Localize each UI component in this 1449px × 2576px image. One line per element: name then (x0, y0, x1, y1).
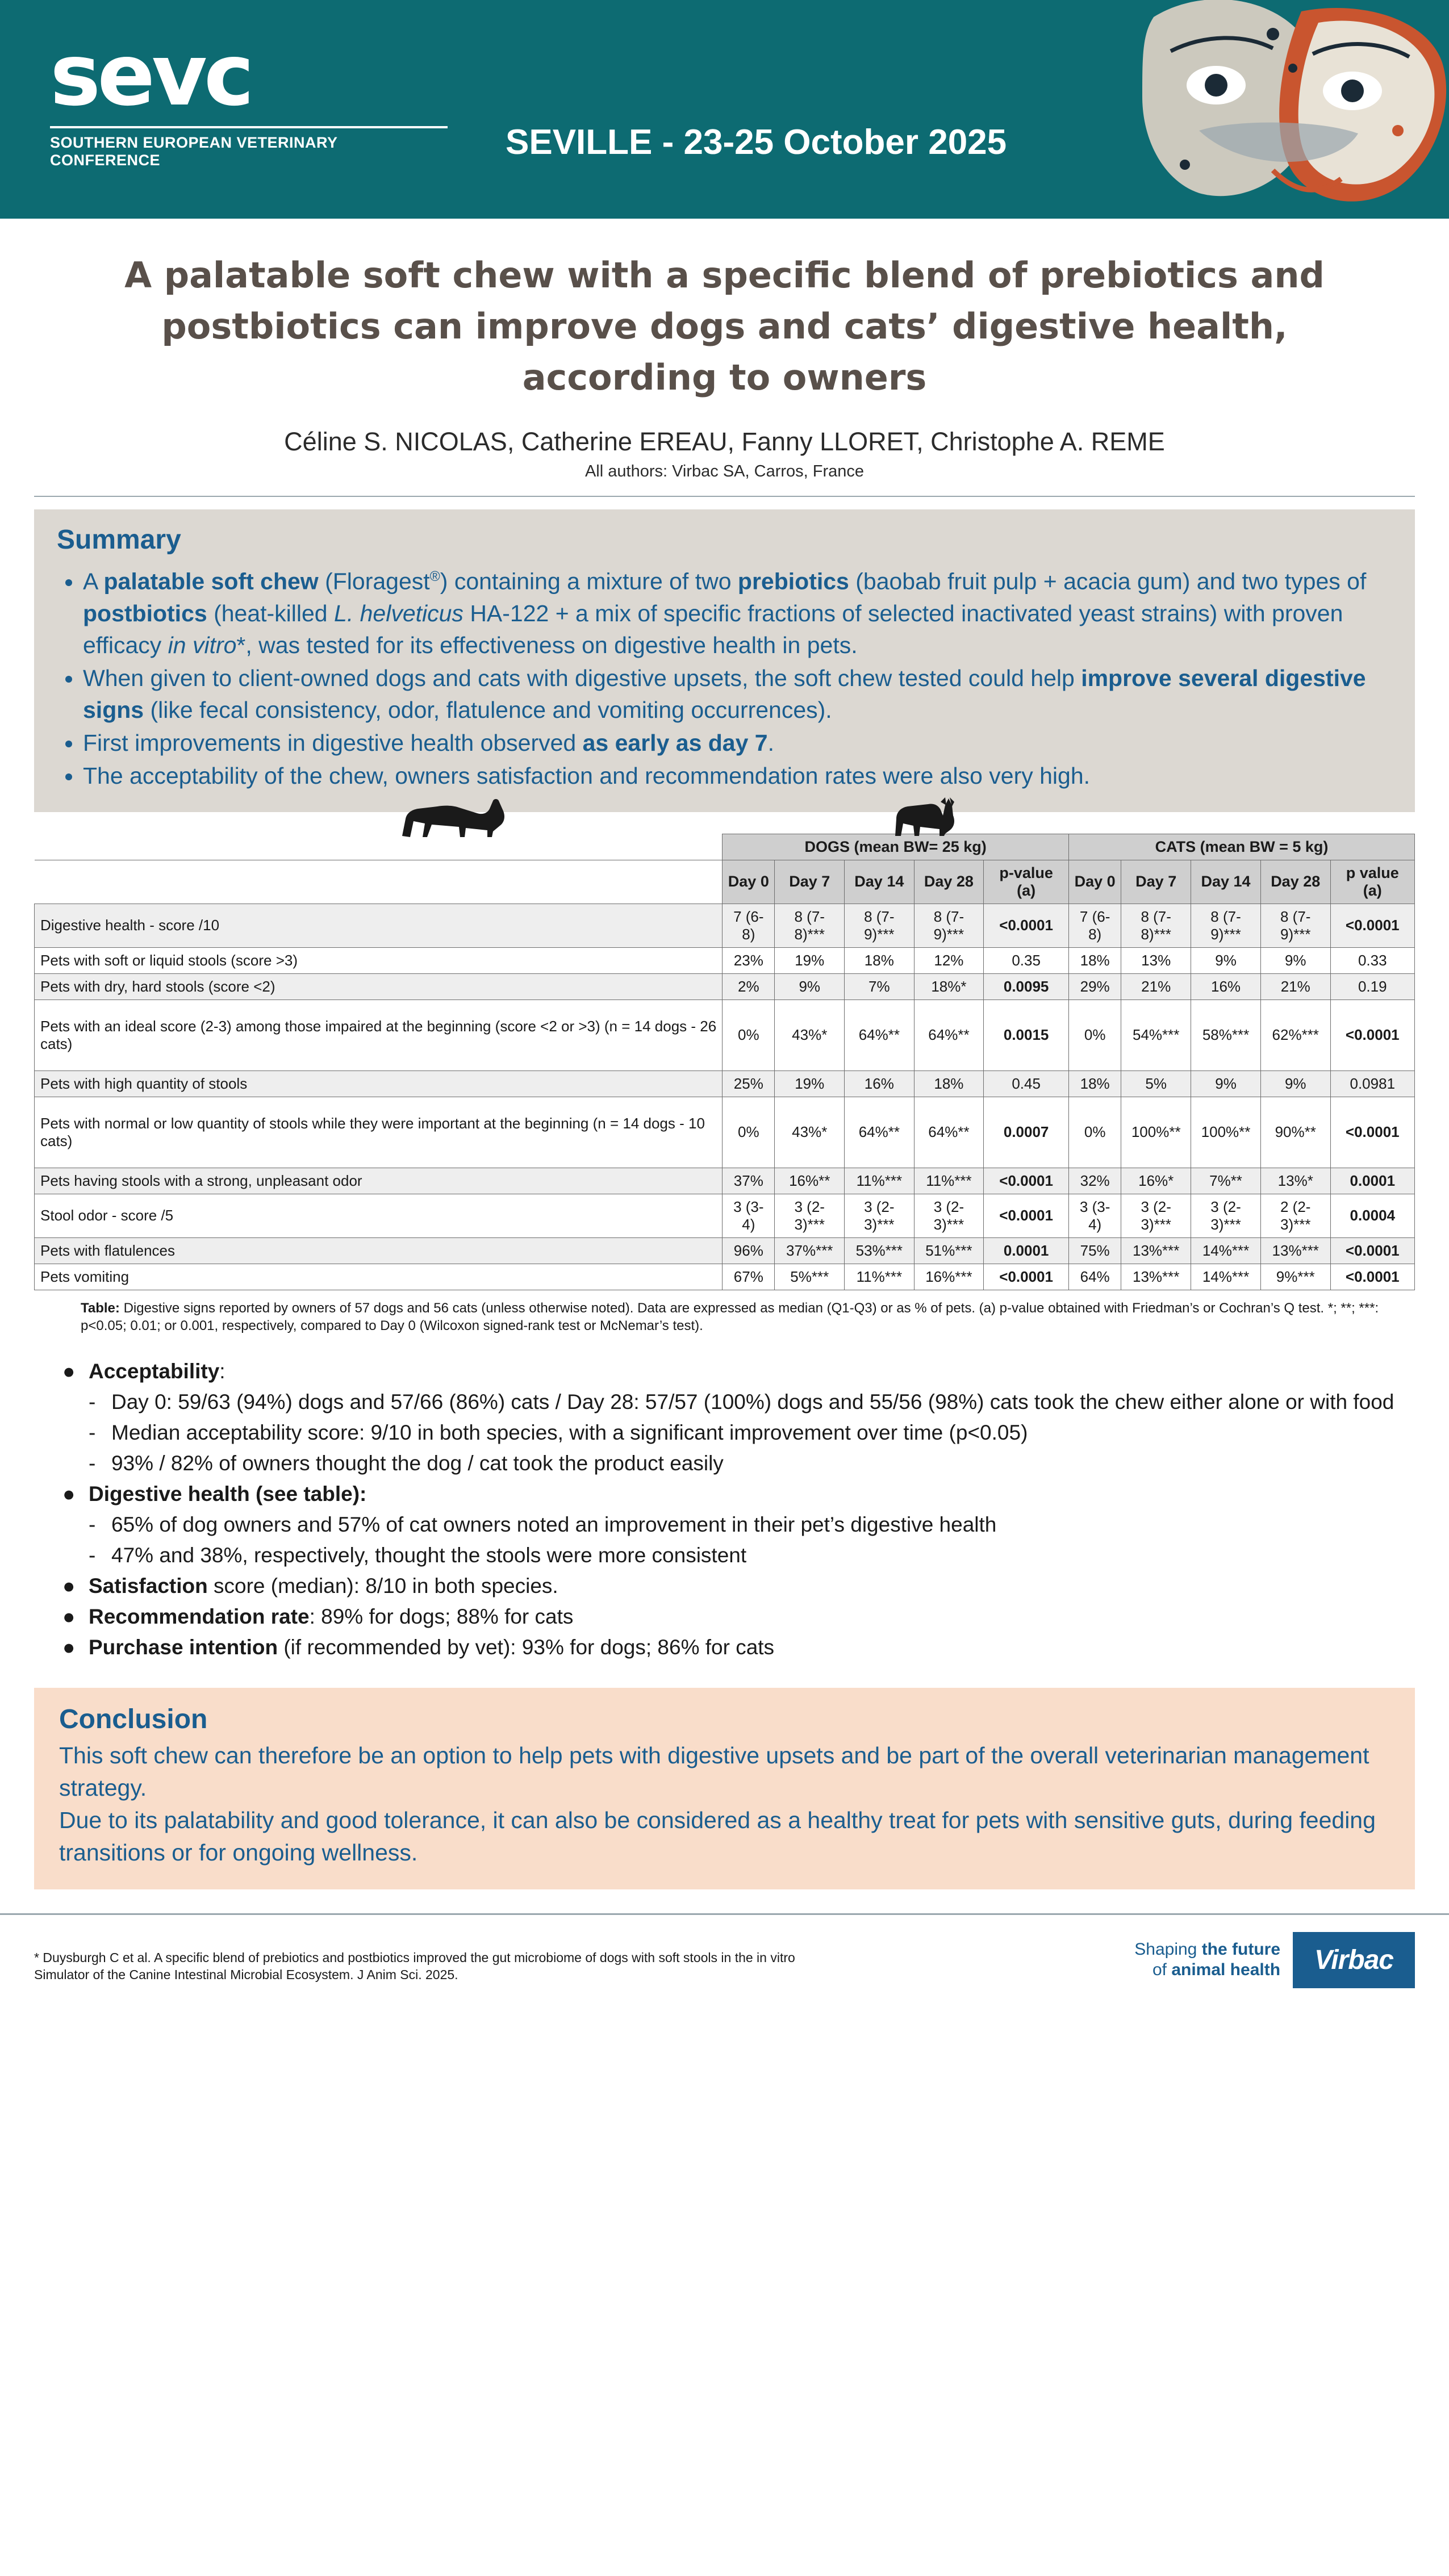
table-row-label: Pets with soft or liquid stools (score >3) (35, 947, 723, 973)
col-dog-day0: Day 0 (723, 860, 775, 904)
reference-footnote: * Duysburgh C et al. A specific blend of prebiotics and postbiotics improved the gut microbiome of dogs with soft stools in the in vitro Simulator of the Canine Intestinal Microbial Ecosystem. J Anim Sci. 2025. (34, 1950, 795, 1982)
table-cell: 23% (723, 947, 775, 973)
summary-item: • A palatable soft chew (Floragest®) containing a mixture of two prebiotics (baobab fruit pulp + acacia gum) and two types of postbiotics (heat-killed L. helveticus HA-122 + a mix of specific fractions of selected inactivated yeast strains) with proven efficacy in vitro*, was tested for its effectiveness on digestive health in pets. (83, 561, 1392, 661)
table-body (35, 904, 1415, 1290)
table-cell: 14%*** (1191, 1264, 1261, 1290)
table-cell: 9% (1191, 1070, 1261, 1097)
table-row-label: Stool odor - score /5 (35, 1194, 723, 1237)
table-cell: 0.0981 (1330, 1070, 1414, 1097)
result-text-strong: Digestive health (see table): (89, 1482, 367, 1506)
table-cell: 53%*** (845, 1237, 915, 1264)
cat-icon (886, 796, 960, 837)
table-cell: 0.45 (984, 1070, 1069, 1097)
table-cell: 11%*** (845, 1168, 915, 1194)
table-cell: 18%* (914, 973, 984, 1000)
table-cell: 100%** (1121, 1097, 1191, 1168)
table-cell: 62%*** (1260, 1000, 1330, 1070)
result-text: Recommendation rate: 89% for dogs; 88% for cats (89, 1604, 574, 1628)
table-cell: 0.19 (1330, 973, 1414, 1000)
table-cell: 13%* (1260, 1168, 1330, 1194)
conference-header (0, 0, 1449, 219)
table-cell: 2% (723, 973, 775, 1000)
dash-marker: - (89, 1512, 96, 1536)
table-cell: 7% (845, 973, 915, 1000)
table-row (35, 1237, 1415, 1264)
table-cell: 0.0015 (984, 1000, 1069, 1070)
table-cell: 0.33 (1330, 947, 1414, 973)
col-cat-day14: Day 14 (1191, 860, 1261, 904)
table-cell: 64%** (914, 1000, 984, 1070)
table-corner-cell (35, 834, 723, 860)
author-list: Céline S. NICOLAS, Catherine EREAU, Fanny LLORET, Christophe A. REME (284, 427, 1165, 456)
table-cell: 18% (1069, 947, 1121, 973)
table-cell: <0.0001 (1330, 1000, 1414, 1070)
table-cell: 9% (1191, 947, 1261, 973)
conclusion-panel (34, 1688, 1415, 1889)
table-cell: 0% (723, 1000, 775, 1070)
dash-marker: - (89, 1420, 96, 1444)
dog-icon (398, 798, 517, 838)
table-cell: 16% (1191, 973, 1261, 1000)
col-cat-day0: Day 0 (1069, 860, 1121, 904)
virbac-logo: Virbac (1293, 1932, 1415, 1988)
table-cell: 8 (7-9)*** (914, 904, 984, 947)
bullet-marker: ● (62, 1482, 76, 1506)
table-row-label: Digestive health - score /10 (35, 904, 723, 947)
results-list (62, 1357, 1415, 1662)
table-cell: 0% (1069, 1097, 1121, 1168)
table-cell: 32% (1069, 1168, 1121, 1194)
page-title: A palatable soft chew with a specific blend of prebiotics and postbiotics can improve dogs and cats’ digestive health, according to owners (124, 254, 1325, 398)
table-cell: 75% (1069, 1237, 1121, 1264)
table-cell: <0.0001 (1330, 1264, 1414, 1290)
result-text-strong: Purchase intention (89, 1635, 278, 1659)
table-cell: 12% (914, 947, 984, 973)
table-row-label: Pets vomiting (35, 1264, 723, 1290)
result-text: Satisfaction score (median): 8/10 in both species. (89, 1574, 558, 1598)
table-cell: <0.0001 (984, 904, 1069, 947)
table-cell: 11%*** (914, 1168, 984, 1194)
result-text: 65% of dog owners and 57% of cat owners noted an improvement in their pet’s digestive health (111, 1512, 997, 1536)
table-cell: 8 (7-9)*** (1260, 904, 1330, 947)
table-cell: 21% (1260, 973, 1330, 1000)
brand-tagline-bold-1: the future (1197, 1940, 1281, 1959)
table-cell: 11%*** (845, 1264, 915, 1290)
table-cell: 2 (2-3)*** (1260, 1194, 1330, 1237)
result-item (62, 1603, 1415, 1631)
table-cell: 90%** (1260, 1097, 1330, 1168)
title-section (0, 219, 1449, 481)
result-text: Median acceptability score: 9/10 in both species, with a significant improvement over time (p<0.05) (111, 1420, 1028, 1444)
table-cell: 64%** (845, 1000, 915, 1070)
summary-heading: Summary (57, 525, 181, 555)
table-cell: 64% (1069, 1264, 1121, 1290)
result-text-strong: Acceptability (89, 1359, 220, 1383)
table-caption-label: Table: (81, 1300, 120, 1316)
summary-panel (34, 509, 1415, 812)
result-item (62, 1633, 1415, 1662)
table-header-species (35, 834, 1415, 860)
table-cell: 16%*** (914, 1264, 984, 1290)
table-cell: 37% (723, 1168, 775, 1194)
table-cell: <0.0001 (1330, 1097, 1414, 1168)
table-cell: 16%** (775, 1168, 845, 1194)
table-cell: 13%*** (1121, 1237, 1191, 1264)
table-cell: 7%** (1191, 1168, 1261, 1194)
results-table (34, 834, 1415, 1290)
brand-tagline-light-2: of (1152, 1960, 1172, 1980)
table-cell: 29% (1069, 973, 1121, 1000)
col-cat-day7: Day 7 (1121, 860, 1191, 904)
table-cell: 54%*** (1121, 1000, 1191, 1070)
table-cell: 0.35 (984, 947, 1069, 973)
conclusion-paragraph-1: This soft chew can therefore be an option to help pets with digestive upsets and be part of the overall veterinarian management strategy. (59, 1742, 1369, 1801)
decorative-mask-artwork (1131, 0, 1449, 219)
table-cell: 0.0004 (1330, 1194, 1414, 1237)
result-sub-item (89, 1419, 1415, 1447)
cats-group-header: CATS (mean BW = 5 kg) (1069, 834, 1415, 860)
table-row-label: Pets having stools with a strong, unpleasant odor (35, 1168, 723, 1194)
brand-tagline-line2 (1134, 1960, 1280, 1980)
brand-tagline (1134, 1939, 1280, 1980)
table-cell: 0.0001 (984, 1237, 1069, 1264)
table-cell: <0.0001 (1330, 1237, 1414, 1264)
table-cell: 3 (2-3)*** (1191, 1194, 1261, 1237)
table-cell: 16% (845, 1070, 915, 1097)
table-row (35, 973, 1415, 1000)
table-cell: 67% (723, 1264, 775, 1290)
brand-tagline-bold-2: animal health (1171, 1960, 1281, 1980)
divider-top (34, 496, 1415, 497)
table-cell: 14%*** (1191, 1237, 1261, 1264)
table-cell: 9%*** (1260, 1264, 1330, 1290)
bullet-marker: ● (62, 1604, 76, 1628)
table-cell: 7 (6-8) (1069, 904, 1121, 947)
table-cell: 8 (7-9)*** (845, 904, 915, 947)
table-cell: 43%* (775, 1000, 845, 1070)
table-cell: 9% (775, 973, 845, 1000)
summary-item: • When given to client-owned dogs and cats with digestive upsets, the soft chew tested could help improve several digestive signs (like fecal consistency, odor, flatulence and vomiting occurrences). (83, 662, 1392, 726)
table-cell: 9% (1260, 947, 1330, 973)
result-sub-item (89, 1388, 1415, 1416)
table-row (35, 947, 1415, 973)
result-text: Purchase intention (if recommended by vet): 93% for dogs; 86% for cats (89, 1635, 775, 1659)
table-cell: 3 (2-3)*** (845, 1194, 915, 1237)
table-cell: <0.0001 (984, 1168, 1069, 1194)
table-caption (81, 1299, 1381, 1335)
table-cell: 9% (1260, 1070, 1330, 1097)
dash-marker: - (89, 1390, 96, 1414)
result-text-strong: Recommendation rate (89, 1604, 310, 1628)
result-sub-item (89, 1541, 1415, 1570)
col-cat-pvalue: p value (a) (1330, 860, 1414, 904)
table-cell: 0.0001 (1330, 1168, 1414, 1194)
sevc-logo-wordmark: sevc (50, 26, 251, 125)
table-cell: <0.0001 (984, 1194, 1069, 1237)
table-row (35, 1000, 1415, 1070)
table-row-label: Pets with an ideal score (2-3) among those impaired at the beginning (score <2 or >3) (n = 14 dogs - 26 cats) (35, 1000, 723, 1070)
table-cell: 16%* (1121, 1168, 1191, 1194)
table-cell: 18% (914, 1070, 984, 1097)
dash-marker: - (89, 1451, 96, 1475)
summary-list (57, 561, 1392, 792)
table-cell: 3 (3-4) (1069, 1194, 1121, 1237)
poster-footer (0, 1913, 1449, 2017)
table-caption-text: Digestive signs reported by owners of 57 dogs and 56 cats (unless otherwise noted). Data are expressed as median (Q1-Q3) or as % of pets. (a) p-value obtained with Friedman’s or Cochran’s Q test. *; **; ***: p<0.05; 0.01; or 0.001, respectively, compared to Day 0 (Wilcoxon signed-rank test or McNemar’s test). (81, 1300, 1379, 1333)
table-cell: 25% (723, 1070, 775, 1097)
results-table-section (34, 834, 1415, 1335)
result-item (62, 1480, 1415, 1508)
table-cell: 18% (845, 947, 915, 973)
table-cell: 58%*** (1191, 1000, 1261, 1070)
result-item (62, 1357, 1415, 1386)
table-row (35, 1070, 1415, 1097)
event-location-date: SEVILLE - 23-25 October 2025 (506, 123, 1007, 162)
summary-item: • The acceptability of the chew, owners satisfaction and recommendation rates were also very high. (83, 760, 1392, 792)
sevc-logo-subtitle: SOUTHERN EUROPEAN VETERINARY CONFERENCE (50, 126, 448, 169)
table-cell: <0.0001 (1330, 904, 1414, 947)
table-cell: 8 (7-9)*** (1191, 904, 1261, 947)
dash-marker: - (89, 1543, 96, 1567)
result-text: Day 0: 59/63 (94%) dogs and 57/66 (86%) cats / Day 28: 57/57 (100%) dogs and 55/56 (98%) cats took the chew either alone or with food (111, 1390, 1394, 1414)
table-cell: 37%*** (775, 1237, 845, 1264)
table-cell: 21% (1121, 973, 1191, 1000)
table-cell: 0% (723, 1097, 775, 1168)
table-row-label: Pets with flatulences (35, 1237, 723, 1264)
table-row-label: Pets with normal or low quantity of stools while they were important at the beginning (n = 14 dogs - 10 cats) (35, 1097, 723, 1168)
brand-tagline-light-1: Shaping (1134, 1940, 1197, 1959)
bullet-marker: ● (62, 1359, 76, 1383)
table-cell: 100%** (1191, 1097, 1261, 1168)
table-cell: 64%** (845, 1097, 915, 1168)
table-row (35, 1168, 1415, 1194)
table-cell: 3 (3-4) (723, 1194, 775, 1237)
bullet-marker: ● (62, 1574, 76, 1598)
table-cell: 19% (775, 947, 845, 973)
result-text: Acceptability: (89, 1359, 226, 1383)
table-cell: 64%** (914, 1097, 984, 1168)
table-header-columns (35, 860, 1415, 904)
table-row (35, 1264, 1415, 1290)
table-row (35, 904, 1415, 947)
table-cell: 5% (1121, 1070, 1191, 1097)
col-dog-day14: Day 14 (845, 860, 915, 904)
summary-item: • First improvements in digestive health observed as early as day 7. (83, 727, 1392, 759)
col-dog-pvalue: p-value (a) (984, 860, 1069, 904)
table-cell: 19% (775, 1070, 845, 1097)
table-cell: 43%* (775, 1097, 845, 1168)
table-row (35, 1194, 1415, 1237)
table-cell: 3 (2-3)*** (775, 1194, 845, 1237)
table-cell: 5%*** (775, 1264, 845, 1290)
table-cell: 13%*** (1121, 1264, 1191, 1290)
table-corner-cell-2 (35, 860, 723, 904)
col-dog-day28: Day 28 (914, 860, 984, 904)
table-cell: 18% (1069, 1070, 1121, 1097)
sevc-logo (50, 26, 448, 169)
result-text-strong: Satisfaction (89, 1574, 208, 1598)
table-cell: <0.0001 (984, 1264, 1069, 1290)
table-cell: 8 (7-8)*** (775, 904, 845, 947)
table-row-label: Pets with dry, hard stools (score <2) (35, 973, 723, 1000)
table-cell: 3 (2-3)*** (914, 1194, 984, 1237)
result-sub-item (89, 1449, 1415, 1478)
conclusion-paragraph-2: Due to its palatability and good tolerance, it can also be considered as a healthy treat for pets with sensitive guts, during feeding transitions or for ongoing wellness. (59, 1806, 1376, 1866)
table-cell: 0.0095 (984, 973, 1069, 1000)
table-row (35, 1097, 1415, 1168)
result-text: 93% / 82% of owners thought the dog / cat took the product easily (111, 1451, 724, 1475)
result-item (62, 1572, 1415, 1600)
table-cell: 13% (1121, 947, 1191, 973)
affiliation: All authors: Virbac SA, Carros, France (584, 462, 865, 480)
dogs-group-header: DOGS (mean BW= 25 kg) (723, 834, 1069, 860)
virbac-branding (1134, 1932, 1415, 1988)
table-row-label: Pets with high quantity of stools (35, 1070, 723, 1097)
table-cell: 7 (6-8) (723, 904, 775, 947)
result-sub-item (89, 1511, 1415, 1539)
col-cat-day28: Day 28 (1260, 860, 1330, 904)
table-cell: 3 (2-3)*** (1121, 1194, 1191, 1237)
conclusion-heading: Conclusion (59, 1704, 208, 1734)
result-text (89, 1480, 366, 1508)
table-cell: 13%*** (1260, 1237, 1330, 1264)
bullet-marker: ● (62, 1635, 76, 1659)
table-cell: 8 (7-8)*** (1121, 904, 1191, 947)
result-text: 47% and 38%, respectively, thought the stools were more consistent (111, 1543, 747, 1567)
table-cell: 0% (1069, 1000, 1121, 1070)
table-cell: 0.0007 (984, 1097, 1069, 1168)
table-cell: 96% (723, 1237, 775, 1264)
table-cell: 51%*** (914, 1237, 984, 1264)
brand-tagline-line1 (1134, 1939, 1280, 1960)
col-dog-day7: Day 7 (775, 860, 845, 904)
